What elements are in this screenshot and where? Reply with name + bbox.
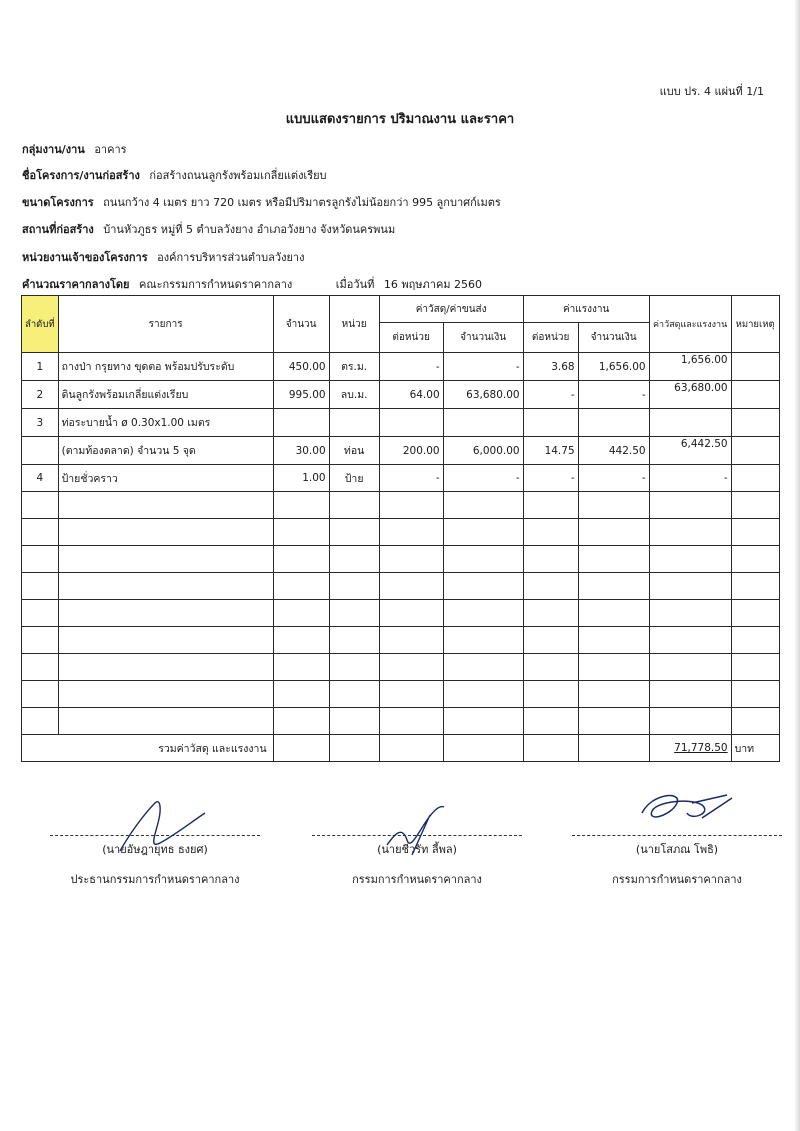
row-remark xyxy=(731,437,779,465)
row-unit: ท่อน xyxy=(329,437,379,465)
row-labor-amount: - xyxy=(578,465,649,492)
row-labor-amount xyxy=(578,546,649,573)
row-remark xyxy=(731,381,779,409)
row-remark xyxy=(731,654,779,681)
row-remark xyxy=(731,492,779,519)
location-label: สถานที่ก่อสร้าง xyxy=(22,223,94,236)
row-material-amount: - xyxy=(443,465,523,492)
row-material-amount xyxy=(443,519,523,546)
row-material-amount: 63,680.00 xyxy=(443,381,523,409)
document-title: แบบแสดงรายการ ปริมาณงาน และราคา xyxy=(285,112,515,127)
project-name-line xyxy=(22,166,327,184)
row-labor-amount xyxy=(578,708,649,735)
row-no xyxy=(22,681,59,708)
row-item xyxy=(58,708,273,735)
header-labor-unit-price: ต่อหน่วย xyxy=(523,323,578,353)
row-total: 63,680.00 xyxy=(649,381,731,409)
table-row xyxy=(22,353,780,381)
form-number: แบบ ปร. 4 แผ่นที่ 1/1 xyxy=(659,85,764,98)
row-material-unit-price xyxy=(379,654,443,681)
calc-by-line xyxy=(22,275,482,293)
row-total xyxy=(649,681,731,708)
row-material-unit-price xyxy=(379,409,443,437)
row-no: 3 xyxy=(22,409,59,437)
table-row xyxy=(22,600,780,627)
row-material-amount: - xyxy=(443,353,523,381)
row-item xyxy=(58,681,273,708)
table-row xyxy=(22,681,780,708)
row-qty xyxy=(273,573,329,600)
row-no xyxy=(22,627,59,654)
row-labor-unit-price xyxy=(523,573,578,600)
header-qty: จำนวน xyxy=(273,296,329,353)
row-qty: 1.00 xyxy=(273,465,329,492)
row-item xyxy=(58,492,273,519)
table-row xyxy=(22,519,780,546)
row-labor-amount: 442.50 xyxy=(578,437,649,465)
boq-body xyxy=(22,353,780,735)
header-total: ค่าวัสดุและแรงงาน xyxy=(649,296,731,353)
row-labor-unit-price xyxy=(523,546,578,573)
row-unit xyxy=(329,654,379,681)
date-group xyxy=(336,278,482,291)
row-total xyxy=(649,708,731,735)
row-total: 6,442.50 xyxy=(649,437,731,465)
signature-block-chair xyxy=(50,795,260,888)
row-no: 4 xyxy=(22,465,59,492)
row-no xyxy=(22,708,59,735)
row-material-amount xyxy=(443,708,523,735)
row-no xyxy=(22,519,59,546)
row-qty xyxy=(273,654,329,681)
row-material-unit-price xyxy=(379,573,443,600)
row-labor-unit-price xyxy=(523,681,578,708)
row-remark xyxy=(731,546,779,573)
row-material-amount xyxy=(443,627,523,654)
row-unit: ลบ.ม. xyxy=(329,381,379,409)
row-item: (ตามท้องตลาด) จำนวน 5 จุด xyxy=(58,437,273,465)
location-line xyxy=(22,220,395,238)
table-row xyxy=(22,381,780,409)
row-qty xyxy=(273,409,329,437)
header-no: ลำดับที่ xyxy=(22,296,59,353)
header-material-group: ค่าวัสดุ/ค่าขนส่ง xyxy=(379,296,523,323)
calc-by-value: คณะกรรมการกำหนดราคากลาง xyxy=(139,278,293,291)
work-group-label: กลุ่มงาน/งาน xyxy=(22,143,85,156)
row-unit xyxy=(329,681,379,708)
row-remark xyxy=(731,600,779,627)
row-unit xyxy=(329,708,379,735)
table-row xyxy=(22,654,780,681)
row-total xyxy=(649,546,731,573)
row-remark xyxy=(731,573,779,600)
project-size-line xyxy=(22,193,501,211)
row-labor-amount xyxy=(578,600,649,627)
row-unit xyxy=(329,627,379,654)
row-no: 2 xyxy=(22,381,59,409)
row-qty: 30.00 xyxy=(273,437,329,465)
row-material-unit-price xyxy=(379,519,443,546)
date-value: 16 พฤษภาคม 2560 xyxy=(383,278,483,291)
total-empty-cell xyxy=(578,735,649,762)
signature-block-member-1 xyxy=(312,795,522,888)
row-no xyxy=(22,492,59,519)
owner-label: หน่วยงานเจ้าของโครงการ xyxy=(22,251,148,264)
row-material-unit-price: 200.00 xyxy=(379,437,443,465)
row-qty: 450.00 xyxy=(273,353,329,381)
owner-value: องค์การบริหารส่วนตำบลวังยาง xyxy=(157,251,305,264)
calc-by-label: คำนวณราคากลางโดย xyxy=(22,278,130,291)
signer-name: (นายโสภณ โพธิ) xyxy=(635,843,719,856)
row-labor-amount xyxy=(578,409,649,437)
row-material-unit-price: - xyxy=(379,353,443,381)
handwritten-signature xyxy=(632,783,742,843)
row-qty xyxy=(273,627,329,654)
owner-line xyxy=(22,248,304,266)
row-item: ถางป่า กรุยทาง ขุดตอ พร้อมปรับระดับ xyxy=(58,353,273,381)
row-no xyxy=(22,600,59,627)
table-row xyxy=(22,409,780,437)
row-labor-amount: 1,656.00 xyxy=(578,353,649,381)
row-remark xyxy=(731,353,779,381)
row-qty xyxy=(273,600,329,627)
row-item xyxy=(58,600,273,627)
work-group-value: อาคาร xyxy=(94,143,127,156)
row-material-amount xyxy=(443,654,523,681)
row-no xyxy=(22,573,59,600)
row-unit xyxy=(329,409,379,437)
row-material-unit-price: - xyxy=(379,465,443,492)
boq-table xyxy=(21,295,780,762)
row-remark xyxy=(731,519,779,546)
row-total xyxy=(649,654,731,681)
row-remark xyxy=(731,627,779,654)
row-no xyxy=(22,437,59,465)
row-total: - xyxy=(649,465,731,492)
row-unit xyxy=(329,519,379,546)
total-empty-cell xyxy=(379,735,443,762)
row-labor-amount xyxy=(578,492,649,519)
table-row xyxy=(22,465,780,492)
row-labor-unit-price xyxy=(523,600,578,627)
row-unit: ตร.ม. xyxy=(329,353,379,381)
grand-total-unit: บาท xyxy=(731,735,779,762)
row-labor-unit-price: 3.68 xyxy=(523,353,578,381)
row-labor-unit-price: - xyxy=(523,381,578,409)
row-labor-unit-price: 14.75 xyxy=(523,437,578,465)
row-unit xyxy=(329,573,379,600)
row-material-unit-price: 64.00 xyxy=(379,381,443,409)
row-remark xyxy=(731,465,779,492)
project-name-value: ก่อสร้างถนนลูกรังพร้อมเกลี่ยแต่งเรียบ xyxy=(149,169,327,182)
total-empty-cell xyxy=(273,735,329,762)
header-labor-amount: จำนวนเงิน xyxy=(578,323,649,353)
row-item xyxy=(58,627,273,654)
row-total xyxy=(649,519,731,546)
signer-position: กรรมการกำหนดราคากลาง xyxy=(612,873,742,886)
total-empty-cell xyxy=(329,735,379,762)
header-material-amount: จำนวนเงิน xyxy=(443,323,523,353)
work-group-line xyxy=(22,140,127,158)
header-material-unit-price: ต่อหน่วย xyxy=(379,323,443,353)
row-total xyxy=(649,409,731,437)
table-row xyxy=(22,573,780,600)
row-unit: ป้าย xyxy=(329,465,379,492)
table-row xyxy=(22,708,780,735)
row-material-amount xyxy=(443,492,523,519)
row-item xyxy=(58,654,273,681)
signer-position: กรรมการกำหนดราคากลาง xyxy=(352,873,482,886)
signer-name: (นายอัษฎายุทธ ธงยศ) xyxy=(102,843,208,856)
row-labor-amount xyxy=(578,573,649,600)
row-remark xyxy=(731,681,779,708)
row-material-unit-price xyxy=(379,681,443,708)
row-material-amount xyxy=(443,546,523,573)
row-item xyxy=(58,546,273,573)
row-no: 1 xyxy=(22,353,59,381)
row-labor-unit-price xyxy=(523,492,578,519)
row-qty xyxy=(273,546,329,573)
total-empty-cell xyxy=(443,735,523,762)
row-total: 1,656.00 xyxy=(649,353,731,381)
row-item xyxy=(58,519,273,546)
row-qty xyxy=(273,708,329,735)
row-labor-amount xyxy=(578,681,649,708)
row-qty: 995.00 xyxy=(273,381,329,409)
row-unit xyxy=(329,492,379,519)
grand-total-value: 71,778.50 xyxy=(649,735,731,762)
row-labor-unit-price: - xyxy=(523,465,578,492)
row-item: ป้ายชั่วคราว xyxy=(58,465,273,492)
row-total xyxy=(649,573,731,600)
row-qty xyxy=(273,519,329,546)
row-qty xyxy=(273,681,329,708)
table-row xyxy=(22,437,780,465)
header-unit: หน่วย xyxy=(329,296,379,353)
row-material-amount xyxy=(443,600,523,627)
row-labor-amount xyxy=(578,627,649,654)
table-row xyxy=(22,492,780,519)
sheet-edge-shadow xyxy=(794,0,800,1131)
row-total xyxy=(649,627,731,654)
row-item: ท่อระบายน้ำ ø 0.30x1.00 เมตร xyxy=(58,409,273,437)
row-material-unit-price xyxy=(379,708,443,735)
row-item: ดินลูกรังพร้อมเกลี่ยแต่งเรียบ xyxy=(58,381,273,409)
handwritten-signature xyxy=(100,793,220,863)
row-material-unit-price xyxy=(379,492,443,519)
header-labor-group: ค่าแรงงาน xyxy=(523,296,649,323)
signer-position: ประธานกรรมการกำหนดราคากลาง xyxy=(70,873,240,886)
location-value: บ้านหัวภูธร หมู่ที่ 5 ตำบลวังยาง อำเภอวังยาง จังหวัดนครพนม xyxy=(103,223,396,236)
row-material-unit-price xyxy=(379,600,443,627)
table-row xyxy=(22,627,780,654)
row-labor-unit-price xyxy=(523,409,578,437)
row-material-unit-price xyxy=(379,546,443,573)
signer-name: (นายชีวรัท ลี้พล) xyxy=(377,843,457,856)
project-size-label: ขนาดโครงการ xyxy=(22,196,94,209)
row-material-amount xyxy=(443,573,523,600)
row-no xyxy=(22,546,59,573)
row-material-amount xyxy=(443,409,523,437)
project-name-label: ชื่อโครงการ/งานก่อสร้าง xyxy=(22,169,140,182)
row-labor-amount xyxy=(578,654,649,681)
row-labor-amount: - xyxy=(578,381,649,409)
row-material-amount xyxy=(443,681,523,708)
total-label: รวมค่าวัสดุ และแรงงาน xyxy=(22,735,274,762)
row-remark xyxy=(731,409,779,437)
total-empty-cell xyxy=(523,735,578,762)
row-unit xyxy=(329,600,379,627)
signature-block-member-2 xyxy=(572,795,782,888)
row-material-unit-price xyxy=(379,627,443,654)
row-labor-amount xyxy=(578,519,649,546)
row-item xyxy=(58,573,273,600)
row-labor-unit-price xyxy=(523,519,578,546)
row-labor-unit-price xyxy=(523,708,578,735)
header-item: รายการ xyxy=(58,296,273,353)
header-remark: หมายเหตุ xyxy=(731,296,779,353)
row-qty xyxy=(273,492,329,519)
handwritten-signature xyxy=(372,795,462,865)
date-label: เมื่อวันที่ xyxy=(335,278,375,291)
row-labor-unit-price xyxy=(523,654,578,681)
row-remark xyxy=(731,708,779,735)
row-total xyxy=(649,492,731,519)
table-row xyxy=(22,546,780,573)
row-labor-unit-price xyxy=(523,627,578,654)
row-unit xyxy=(329,546,379,573)
row-total xyxy=(649,600,731,627)
row-material-amount: 6,000.00 xyxy=(443,437,523,465)
project-size-value: ถนนกว้าง 4 เมตร ยาว 720 เมตร หรือมีปริมาตรลูกรังไม่น้อยกว่า 995 ลูกบาศก์เมตร xyxy=(103,196,501,209)
row-no xyxy=(22,654,59,681)
